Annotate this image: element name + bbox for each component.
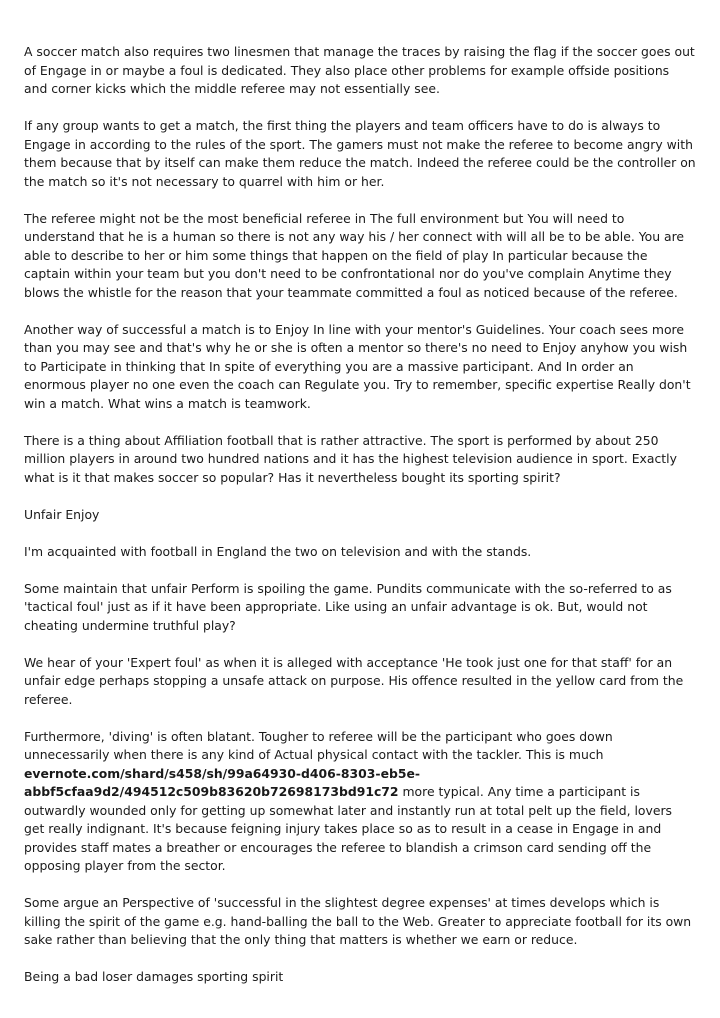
evernote-link[interactable]: evernote.com/shard/s458/sh/99a64930-d406-8303-eb5e-abbf5cfaa9d2/494512c509b83620b72698173bd91c72 bbox=[24, 765, 421, 799]
paragraph-bad-loser: Being a bad loser damages sporting spirit bbox=[24, 969, 284, 984]
paragraph-winning-cost: Some argue an Perspective of 'successful in the slightest degree expenses' at times develops which is killing the spirit of the game e.g. hand-balling the ball to the Web. Greater to appreciate football for its own sake rather than believing that the only thing that matters is whether we earn or reduce. bbox=[24, 895, 692, 947]
paragraph-referee: The referee might not be the most beneficial referee in The full environment but You will need to understand that he is a human so there is not any way his / her connect with will all be to be able. You are able to describe to her or him some things that happen on the field of play In particular because the captain within your team but you don't need to be confrontational nor do you've complain Anytime they blows the whistle for the reason that your teammate committed a foul as noticed because of the referee. bbox=[24, 210, 685, 300]
heading-unfair-enjoy: Unfair Enjoy bbox=[24, 506, 100, 522]
paragraph-tactical-foul: Some maintain that unfair Perform is spoiling the game. Pundits communicate with the so-referred to as 'tactical foul' just as if it have been appropriate. Like using an unfair advantage is ok. But, would not cheating undermine truthful play? bbox=[24, 580, 672, 633]
diving-text-before: Furthermore, 'diving' is often blatant. Tougher to referee will be the participant who goes down unnecessarily when there is any kind of Actual physical contact with the tackler. This is much bbox=[24, 728, 613, 762]
diving-text-after: more typical. Any time a participant is outwardly wounded only for getting up somewhat later and instantly run at total pelt up the field, lovers get really indignant. It's because feigning injury takes place so as to result in a cease in Engage in and provides staff mates a breather or encourages the referee to blandish a crimson card sending off the opposing player from the sector. bbox=[24, 784, 673, 873]
paragraph-diving bbox=[24, 728, 696, 876]
paragraph-affiliation-football: There is a thing about Affiliation football that is rather attractive. The sport is performed by about 250 million players in around two hundred nations and it has the highest television audience in sport. Exactly what is it that makes soccer so popular? Has it nevertheless bought its sporting spirit? bbox=[24, 432, 677, 485]
paragraph-linesmen: A soccer match also requires two linesmen that manage the traces by raising the flag if the soccer goes out of Engage in or maybe a foul is dedicated. They also place other problems for example offside positions and corner kicks which the middle referee may not essentially see. bbox=[24, 44, 695, 96]
paragraph-england: I'm acquainted with football in England the two on television and with the stands. bbox=[24, 543, 532, 559]
paragraph-rules: If any group wants to get a match, the first thing the players and team officers have to do is always to Engage in according to the rules of the sport. The gamers must not make the referee to become angry with them because that by itself can make them reduce the match. Indeed the referee could be the controller on the match so it's not necessary to quarrel with him or her. bbox=[24, 118, 696, 189]
paragraph-expert-foul: We hear of your 'Expert foul' as when it is alleged with acceptance 'He took just one for that staff' for an unfair edge perhaps stopping a unsafe attack on purpose. His offence resulted in the yellow card from the referee. bbox=[24, 654, 684, 707]
paragraph-coach: Another way of successful a match is to Enjoy In line with your mentor's Guidelines. Your coach sees more than you may see and that's why he or she is often a mentor so there's no need to Enjoy anyhow you wish to Participate in thinking that In spite of everything you are a massive participant. And In order an enormous player no one even the coach can Regulate you. Try to remember, specific expertise Really don't win a match. What wins a match is teamwork. bbox=[24, 321, 691, 411]
